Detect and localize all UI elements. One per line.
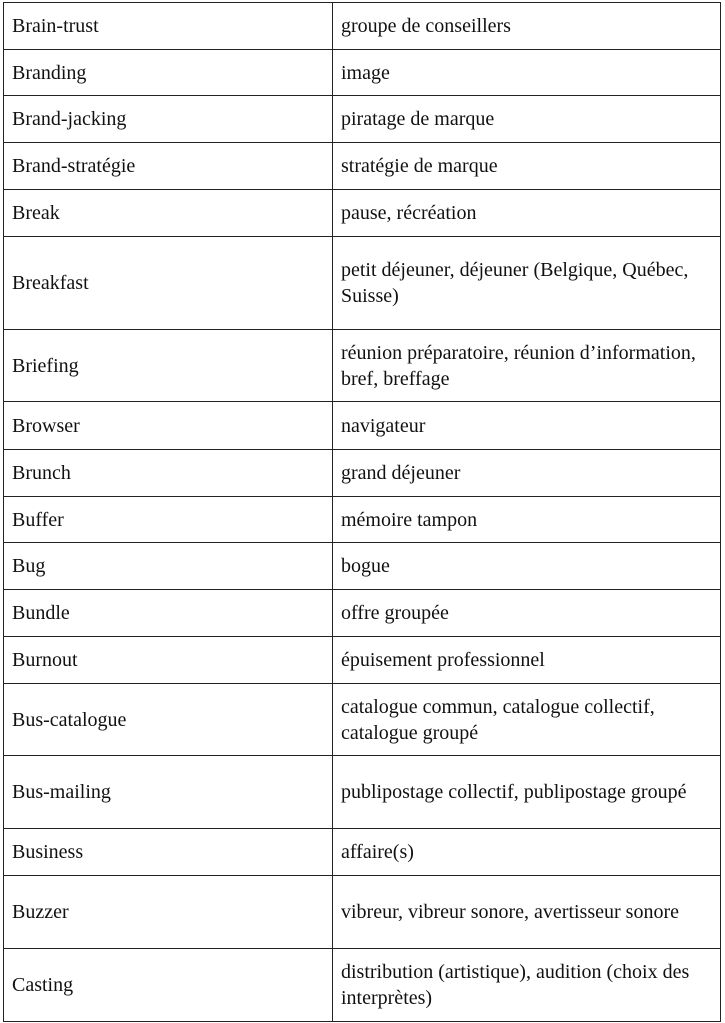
translation-cell: mémoire tampon bbox=[333, 497, 721, 543]
table-row bbox=[4, 637, 721, 684]
term-cell: Bus-catalogue bbox=[4, 684, 333, 756]
term-cell: Break bbox=[4, 190, 333, 237]
translation-cell: bogue bbox=[333, 543, 721, 590]
table-row bbox=[4, 949, 721, 1022]
term-cell: Buffer bbox=[4, 497, 333, 543]
translation-cell: groupe de conseillers bbox=[333, 3, 721, 50]
table-row bbox=[4, 684, 721, 756]
term-cell: Burnout bbox=[4, 637, 333, 684]
table-row bbox=[4, 876, 721, 949]
translation-cell: vibreur, vibreur sonore, avertisseur sonore bbox=[333, 876, 721, 949]
translation-cell: publipostage collectif, publipostage groupé bbox=[333, 756, 721, 829]
term-cell: Breakfast bbox=[4, 237, 333, 330]
term-cell: Browser bbox=[4, 402, 333, 450]
table-row bbox=[4, 402, 721, 450]
term-cell: Casting bbox=[4, 949, 333, 1022]
term-cell: Bug bbox=[4, 543, 333, 590]
term-cell: Brain-trust bbox=[4, 3, 333, 50]
translation-cell: navigateur bbox=[333, 402, 721, 450]
translation-cell: image bbox=[333, 50, 721, 96]
translation-cell: affaire(s) bbox=[333, 829, 721, 876]
table-row bbox=[4, 96, 721, 143]
translation-cell: catalogue commun, catalogue collectif, catalogue groupé bbox=[333, 684, 721, 756]
table-row bbox=[4, 50, 721, 96]
term-cell: Branding bbox=[4, 50, 333, 96]
translation-cell: épuisement professionnel bbox=[333, 637, 721, 684]
term-cell: Buzzer bbox=[4, 876, 333, 949]
glossary-table bbox=[3, 2, 721, 1022]
term-cell: Briefing bbox=[4, 330, 333, 402]
table-row bbox=[4, 330, 721, 402]
translation-cell: piratage de marque bbox=[333, 96, 721, 143]
term-cell: Brand-stratégie bbox=[4, 143, 333, 190]
term-cell: Business bbox=[4, 829, 333, 876]
translation-cell: réunion préparatoire, réunion d’information, bref, breffage bbox=[333, 330, 721, 402]
translation-cell: offre groupée bbox=[333, 590, 721, 637]
term-cell: Brunch bbox=[4, 450, 333, 497]
table-row bbox=[4, 450, 721, 497]
glossary-body bbox=[4, 3, 721, 1022]
table-row bbox=[4, 190, 721, 237]
translation-cell: petit déjeuner, déjeuner (Belgique, Québec, Suisse) bbox=[333, 237, 721, 330]
translation-cell: stratégie de marque bbox=[333, 143, 721, 190]
translation-cell: pause, récréation bbox=[333, 190, 721, 237]
translation-cell: grand déjeuner bbox=[333, 450, 721, 497]
table-row bbox=[4, 829, 721, 876]
table-row bbox=[4, 590, 721, 637]
term-cell: Bus-mailing bbox=[4, 756, 333, 829]
table-row bbox=[4, 497, 721, 543]
table-row bbox=[4, 237, 721, 330]
term-cell: Brand-jacking bbox=[4, 96, 333, 143]
table-row bbox=[4, 143, 721, 190]
translation-cell: distribution (artistique), audition (choix des interprètes) bbox=[333, 949, 721, 1022]
table-row bbox=[4, 543, 721, 590]
table-row bbox=[4, 756, 721, 829]
table-row bbox=[4, 3, 721, 50]
term-cell: Bundle bbox=[4, 590, 333, 637]
